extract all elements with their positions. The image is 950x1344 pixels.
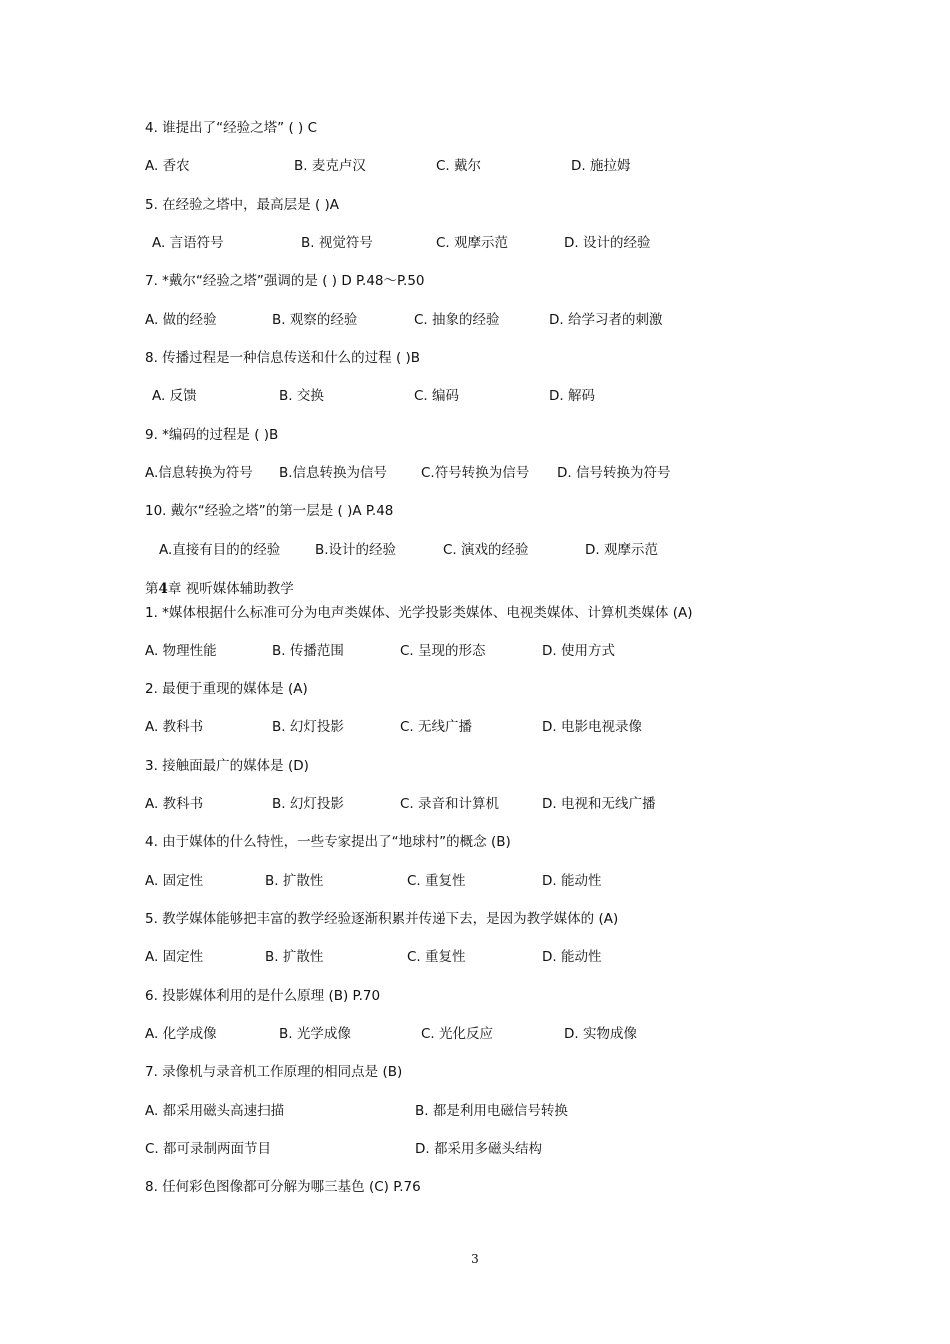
option-c: C. 重复性 — [407, 873, 466, 889]
option-b: B. 麦克卢汉 — [294, 158, 366, 174]
question-8-process — [0, 348, 950, 368]
options-2-replay — [0, 717, 950, 737]
option-c: C. 光化反应 — [421, 1026, 494, 1042]
option-c: C. 呈现的形态 — [400, 643, 486, 659]
question-text: 7. 录像机与录音机工作原理的相同点是 (B) — [145, 1064, 403, 1080]
option-d: D. 观摩示范 — [585, 542, 658, 558]
option-c: C. 观摩示范 — [436, 235, 509, 251]
question-7-emphasis — [0, 271, 950, 291]
chapter-title: 章 视听媒体辅助教学 — [167, 581, 294, 597]
options-4-tower — [0, 156, 950, 176]
option-d: D. 电视和无线广播 — [542, 796, 656, 812]
question-text: 6. 投影媒体利用的是什么原理 (B) P.70 — [145, 988, 381, 1004]
option-d: D. 解码 — [549, 388, 595, 404]
question-text: 9. *编码的过程是 ( )B — [145, 427, 279, 443]
option-b: B. 都是利用电磁信号转换 — [415, 1103, 568, 1119]
question-text: 8. 传播过程是一种信息传送和什么的过程 ( )B — [145, 350, 421, 366]
option-b: B. 扩散性 — [265, 873, 324, 889]
option-c: C. 抽象的经验 — [414, 312, 500, 328]
option-b: B.信息转换为信号 — [279, 465, 388, 481]
question-8-primary-colors — [0, 1177, 950, 1197]
page-number: 3 — [471, 1252, 479, 1266]
option-d: D. 设计的经验 — [564, 235, 651, 251]
option-c: C. 编码 — [414, 388, 460, 404]
options-5-top-layer — [0, 233, 950, 253]
options-9-encoding — [0, 463, 950, 483]
question-6-projection — [0, 986, 950, 1006]
option-b: B. 观察的经验 — [272, 312, 358, 328]
option-c: C. 都可录制两面节目 — [145, 1141, 272, 1157]
question-3-reach — [0, 756, 950, 776]
option-a: A. 反馈 — [152, 388, 197, 404]
option-a: A. 香农 — [145, 158, 190, 174]
question-5-accumulate — [0, 909, 950, 929]
question-4-tower — [0, 118, 950, 138]
question-text: 1. *媒体根据什么标准可分为电声类媒体、光学投影类媒体、电视类媒体、计算机类媒体 (A) — [145, 605, 693, 621]
question-text: 7. *戴尔“经验之塔”强调的是 ( ) D P.48～P.50 — [145, 273, 425, 289]
option-d: D. 能动性 — [542, 873, 602, 889]
options-6-projection — [0, 1024, 950, 1044]
question-text: 2. 最便于重现的媒体是 (A) — [145, 681, 308, 697]
options-8-process — [0, 386, 950, 406]
question-4-global-village — [0, 832, 950, 852]
option-a: A. 固定性 — [145, 873, 204, 889]
option-b: B.设计的经验 — [315, 542, 397, 558]
option-c: C. 戴尔 — [436, 158, 482, 174]
option-c: C. 无线广播 — [400, 719, 473, 735]
question-1-media-class — [0, 603, 950, 623]
option-a: A.信息转换为符号 — [145, 465, 253, 481]
option-b: B. 光学成像 — [279, 1026, 351, 1042]
options-7-emphasis — [0, 310, 950, 330]
question-7-recorder — [0, 1062, 950, 1082]
option-d: D. 都采用多磁头结构 — [415, 1141, 542, 1157]
question-9-encoding — [0, 425, 950, 445]
option-b: B. 视觉符号 — [301, 235, 373, 251]
options-7-recorder-cd — [0, 1139, 950, 1159]
option-c: C. 重复性 — [407, 949, 466, 965]
question-text: 5. 在经验之塔中，最高层是 ( )A — [145, 197, 340, 213]
question-text: 3. 接触面最广的媒体是 (D) — [145, 758, 309, 774]
chapter-number: 4 — [158, 581, 168, 597]
question-text: 8. 任何彩色图像都可分解为哪三基色 (C) P.76 — [145, 1179, 421, 1195]
option-d: D. 能动性 — [542, 949, 602, 965]
option-a: A. 做的经验 — [145, 312, 217, 328]
options-1-media-class — [0, 641, 950, 661]
chapter-heading — [0, 579, 950, 599]
question-text: 5. 教学媒体能够把丰富的教学经验逐渐积累并传递下去，是因为教学媒体的 (A) — [145, 911, 619, 927]
option-c: C. 录音和计算机 — [400, 796, 500, 812]
option-a: A. 化学成像 — [145, 1026, 217, 1042]
options-4-global-village — [0, 871, 950, 891]
question-text: 10. 戴尔“经验之塔”的第一层是 ( )A P.48 — [145, 503, 394, 519]
question-text: 4. 谁提出了“经验之塔” ( ) C — [145, 120, 317, 136]
option-d: D. 施拉姆 — [571, 158, 631, 174]
option-b: B. 幻灯投影 — [272, 719, 344, 735]
question-10-first-layer — [0, 501, 950, 521]
option-d: D. 使用方式 — [542, 643, 615, 659]
option-a: A. 言语符号 — [152, 235, 224, 251]
option-c: C. 演戏的经验 — [443, 542, 529, 558]
option-c: C.符号转换为信号 — [421, 465, 530, 481]
option-d: D. 信号转换为符号 — [557, 465, 671, 481]
options-3-reach — [0, 794, 950, 814]
option-a: A. 教科书 — [145, 796, 204, 812]
option-b: B. 交换 — [279, 388, 324, 404]
option-a: A. 都采用磁头高速扫描 — [145, 1103, 285, 1119]
question-2-replay — [0, 679, 950, 699]
options-10-first-layer — [0, 540, 950, 560]
option-b: B. 幻灯投影 — [272, 796, 344, 812]
option-a: A.直接有目的的经验 — [159, 542, 281, 558]
option-a: A. 教科书 — [145, 719, 204, 735]
options-7-recorder-ab — [0, 1101, 950, 1121]
option-b: B. 传播范围 — [272, 643, 344, 659]
option-d: D. 给学习者的刺激 — [549, 312, 663, 328]
question-text: 4. 由于媒体的什么特性，一些专家提出了“地球村”的概念 (B) — [145, 834, 511, 850]
option-d: D. 电影电视录像 — [542, 719, 642, 735]
option-a: A. 固定性 — [145, 949, 204, 965]
options-5-accumulate — [0, 947, 950, 967]
option-d: D. 实物成像 — [564, 1026, 637, 1042]
option-a: A. 物理性能 — [145, 643, 217, 659]
option-b: B. 扩散性 — [265, 949, 324, 965]
question-5-top-layer — [0, 195, 950, 215]
chapter-prefix: 第 — [145, 581, 159, 597]
